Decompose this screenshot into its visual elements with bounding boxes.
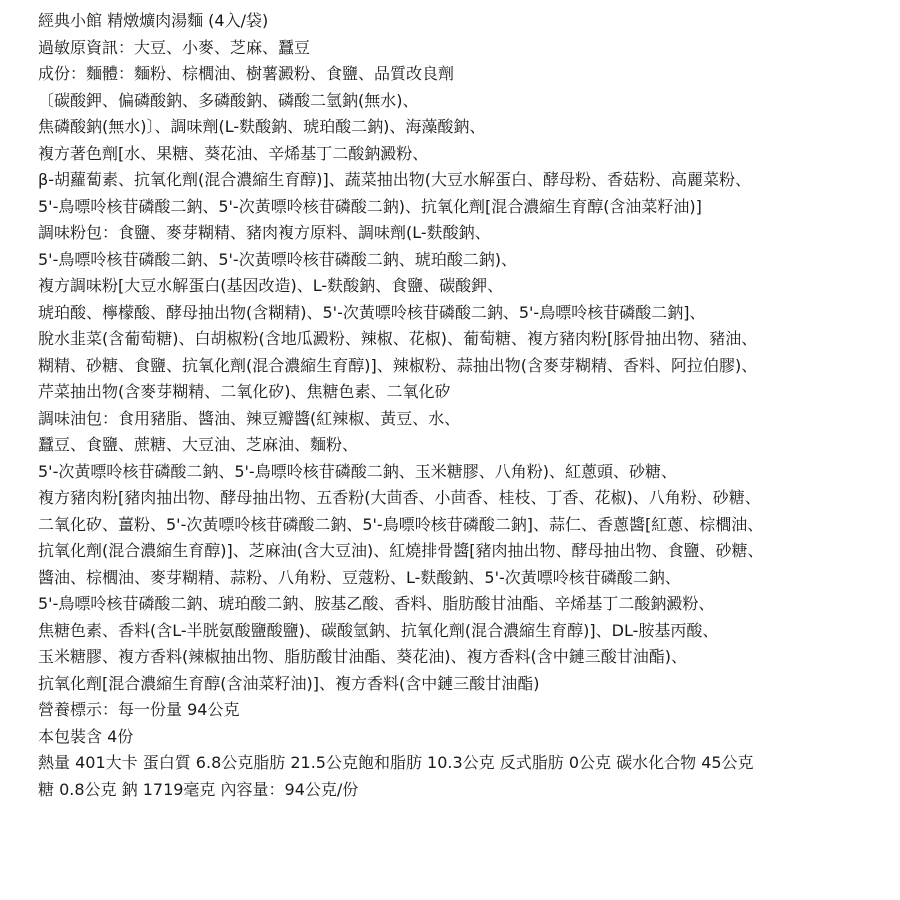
ingredients-line: 5'-鳥嘌呤核苷磷酸二鈉、琥珀酸二鈉、胺基乙酸、香料、脂肪酸甘油酯、辛烯基丁二酸鈉澱粉、: [38, 594, 715, 613]
ingredients-line: 芹菜抽出物(含麥芽糊精、二氧化矽)、焦糖色素、二氧化矽: [38, 382, 451, 401]
ingredients-line: 複方調味粉[大豆水解蛋白(基因改造)、L-麩酸鈉、食鹽、碳酸鉀、: [38, 276, 504, 295]
seasoning-oil-line: 調味油包：食用豬脂、醬油、辣豆瓣醬(紅辣椒、黃豆、水、: [38, 408, 461, 428]
ingredients-line: 蠶豆、食鹽、蔗糖、大豆油、芝麻油、麵粉、: [38, 435, 359, 454]
ingredients-line: 抗氧化劑(混合濃縮生育醇)]、芝麻油(含大豆油)、紅燒排骨醬[豬肉抽出物、酵母抽出物、食鹽、砂糖、: [38, 541, 764, 560]
ingredients-line: 焦磷酸鈉(無水)〕、調味劑(L-麩酸鈉、琥珀酸二鈉)、海藻酸鈉、: [38, 117, 486, 136]
ingredients-line: 二氧化矽、薑粉、5'-次黃嘌呤核苷磷酸二鈉、5'-鳥嘌呤核苷磷酸二鈉]、蒜仁、香蔥醬[紅蔥、棕櫚油、: [38, 514, 764, 534]
seasoning-powder-line: 調味粉包：食鹽、麥芽糊精、豬肉複方原料、調味劑(L-麩酸鈉、: [38, 223, 491, 242]
servings-per-package-line: 本包裝含 4份: [38, 726, 134, 746]
ingredients-line: 玉米糖膠、複方香料(辣椒抽出物、脂肪酸甘油酯、葵花油)、複方香料(含中鏈三酸甘油酯)、: [38, 647, 687, 666]
ingredients-line: 〔碳酸鉀、偏磷酸鈉、多磷酸鈉、磷酸二氫鈉(無水)、: [38, 90, 419, 110]
ingredients-noodle-line: 成份：麵體：麵粉、棕櫚油、樹薯澱粉、食鹽、品質改良劑: [38, 64, 455, 83]
nutrition-facts-line: 熱量 401大卡 蛋白質 6.8公克脂肪 21.5公克飽和脂肪 10.3公克 反式脂肪 0公克 碳水化合物 45公克: [38, 753, 754, 772]
ingredients-line: 琥珀酸、檸檬酸、酵母抽出物(含糊精)、5'-次黃嘌呤核苷磷酸二鈉、5'-鳥嘌呤核苷磷酸二鈉]、: [38, 302, 706, 322]
ingredients-line: 脫水韭菜(含葡萄糖)、白胡椒粉(含地瓜澱粉、辣椒、花椒)、葡萄糖、複方豬肉粉[豚骨抽出物、豬油、: [38, 329, 758, 348]
ingredients-line: 醬油、棕櫚油、麥芽糊精、蒜粉、八角粉、豆蔻粉、L-麩酸鈉、5'-次黃嘌呤核苷磷酸二鈉、: [38, 567, 681, 587]
ingredients-line: 糊精、砂糖、食鹽、抗氧化劑(混合濃縮生育醇)]、辣椒粉、蒜抽出物(含麥芽糊精、香料、阿拉伯膠)、: [38, 355, 758, 375]
allergen-info-line: 過敏原資訊：大豆、小麥、芝麻、蠶豆: [38, 37, 311, 57]
ingredients-line: 複方豬肉粉[豬肉抽出物、酵母抽出物、五香粉(大茴香、小茴香、桂枝、丁香、花椒)、八角粉、砂糖、: [38, 488, 761, 507]
ingredients-line: 複方著色劑[水、果糖、葵花油、辛烯基丁二酸鈉澱粉、: [38, 143, 429, 163]
ingredients-line: 抗氧化劑[混合濃縮生育醇(含油菜籽油)]、複方香料(含中鏈三酸甘油酯): [38, 673, 540, 693]
nutrition-serving-line: 營養標示：每一份量 94公克: [38, 700, 240, 719]
ingredients-line: 5'-鳥嘌呤核苷磷酸二鈉、5'-次黃嘌呤核苷磷酸二鈉、琥珀酸二鈉)、: [38, 249, 517, 269]
ingredients-line: 5'-次黃嘌呤核苷磷酸二鈉、5'-鳥嘌呤核苷磷酸二鈉、玉米糖膠、八角粉)、紅蔥頭、砂糖、: [38, 461, 677, 481]
ingredients-line: β-胡蘿蔔素、抗氧化劑(混合濃縮生育醇)]、蔬菜抽出物(大豆水解蛋白、酵母粉、香菇粉、高麗菜粉、: [38, 170, 751, 189]
product-title-line: 經典小館 精燉爌肉湯麵 (4入/袋): [38, 11, 269, 30]
ingredients-line: 焦糖色素、香料(含L-半胱氨酸鹽酸鹽)、碳酸氫鈉、抗氧化劑(混合濃縮生育醇)]、DL-胺基丙酸、: [38, 620, 719, 640]
nutrition-facts-line: 糖 0.8公克 鈉 1719毫克 內容量：94公克/份: [38, 779, 359, 799]
ingredients-line: 5'-鳥嘌呤核苷磷酸二鈉、5'-次黃嘌呤核苷磷酸二鈉)、抗氧化劑[混合濃縮生育醇(含油菜籽油)]: [38, 196, 702, 216]
